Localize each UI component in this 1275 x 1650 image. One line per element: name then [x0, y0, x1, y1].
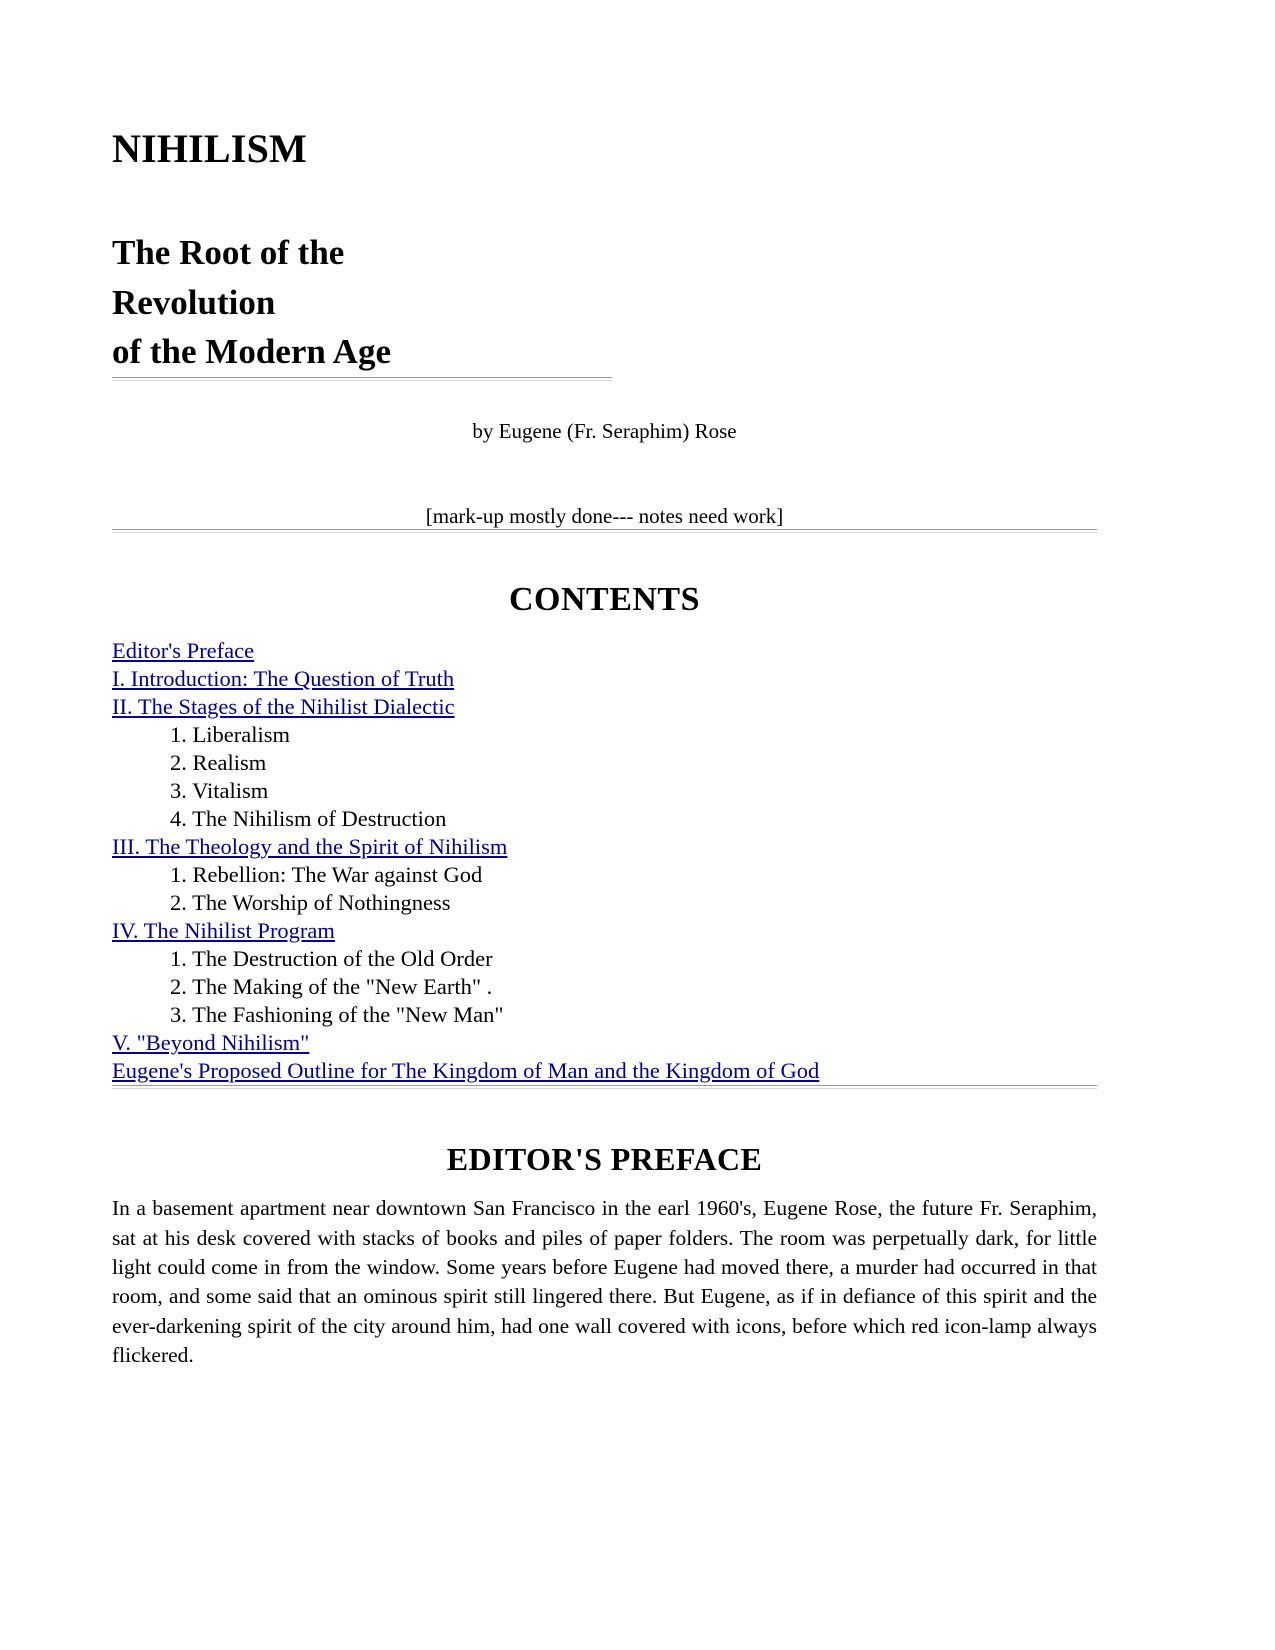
toc-subitem-row — [170, 973, 1197, 1001]
contents-heading: CONTENTS — [508, 581, 701, 619]
toc-link-row[interactable] — [112, 833, 1197, 861]
toc-subitem-row — [170, 861, 1197, 889]
toc-subitem-label: 2. The Making of the "New Earth" . — [170, 974, 493, 1000]
toc-subitem-row — [170, 1001, 1197, 1029]
toc-subitem-row — [170, 889, 1197, 917]
toc-subitem-label: 1. The Destruction of the Old Order — [170, 946, 493, 972]
toc-link-row[interactable] — [112, 665, 1197, 693]
toc-subitem-row — [170, 777, 1197, 805]
toc-subitem-label: 3. The Fashioning of the "New Man" — [170, 1002, 504, 1028]
editors-preface-heading: EDITOR'S PREFACE — [446, 1141, 763, 1178]
toc-subitem-row — [170, 749, 1197, 777]
editors-preface-paragraph: In a basement apartment near downtown San Francisco in the earl 1960's, Eugene Rose, the future Fr. Seraphim, sat at his desk covered with stacks of books and piles of paper folders. The room was perpetually dark, for little light could come in from the window. Some years before Eugene had moved there, a murder had occurred in that room, and some said that an ominous spirit still lingered there. But Eugene, as if in defiance of this spirit and the ever-darkening spirit of the city around him, had one wall covered with icons, before which red icon-lamp always flickered. — [112, 1196, 1097, 1368]
toc-subitem-row — [170, 721, 1197, 749]
toc-link[interactable]: II. The Stages of the Nihilist Dialectic — [112, 694, 455, 720]
toc-link-row[interactable] — [112, 1029, 1197, 1057]
toc-subitem-label: 2. The Worship of Nothingness — [170, 890, 451, 916]
toc-link[interactable]: Editor's Preface — [112, 638, 255, 664]
toc-link-row[interactable] — [112, 917, 1197, 945]
table-of-contents — [112, 637, 1197, 1085]
markup-status-note: [mark-up mostly done--- notes need work] — [425, 504, 784, 529]
author-byline: by Eugene (Fr. Seraphim) Rose — [472, 419, 737, 444]
title-divider — [112, 377, 612, 381]
toc-link[interactable]: IV. The Nihilist Program — [112, 918, 335, 944]
toc-link[interactable]: V. "Beyond Nihilism" — [112, 1030, 310, 1056]
contents-divider — [112, 1085, 1097, 1089]
toc-link[interactable]: III. The Theology and the Spirit of Nihilism — [112, 834, 508, 860]
toc-subitem-label: 1. Rebellion: The War against God — [170, 862, 483, 888]
toc-link-row[interactable] — [112, 693, 1197, 721]
toc-subitem-label: 1. Liberalism — [170, 722, 290, 748]
document-subtitle — [112, 228, 1197, 377]
header-divider — [112, 529, 1097, 533]
toc-subitem-row — [170, 805, 1197, 833]
toc-link[interactable]: Eugene's Proposed Outline for The Kingdom of Man and the Kingdom of God — [112, 1058, 820, 1084]
toc-link-row[interactable] — [112, 637, 1197, 665]
subtitle-line-1: The Root of the — [112, 233, 345, 272]
subtitle-line-3: of the Modern Age — [112, 332, 391, 372]
toc-link[interactable]: I. Introduction: The Question of Truth — [112, 666, 455, 692]
toc-subitem-label: 4. The Nihilism of Destruction — [170, 806, 447, 832]
toc-subitem-label: 2. Realism — [170, 750, 267, 776]
toc-link-row[interactable] — [112, 1057, 1197, 1085]
document-title: NIHILISM — [112, 126, 307, 171]
subtitle-line-2: Revolution — [112, 282, 276, 322]
toc-subitem-row — [170, 945, 1197, 973]
toc-subitem-label: 3. Vitalism — [170, 778, 269, 804]
